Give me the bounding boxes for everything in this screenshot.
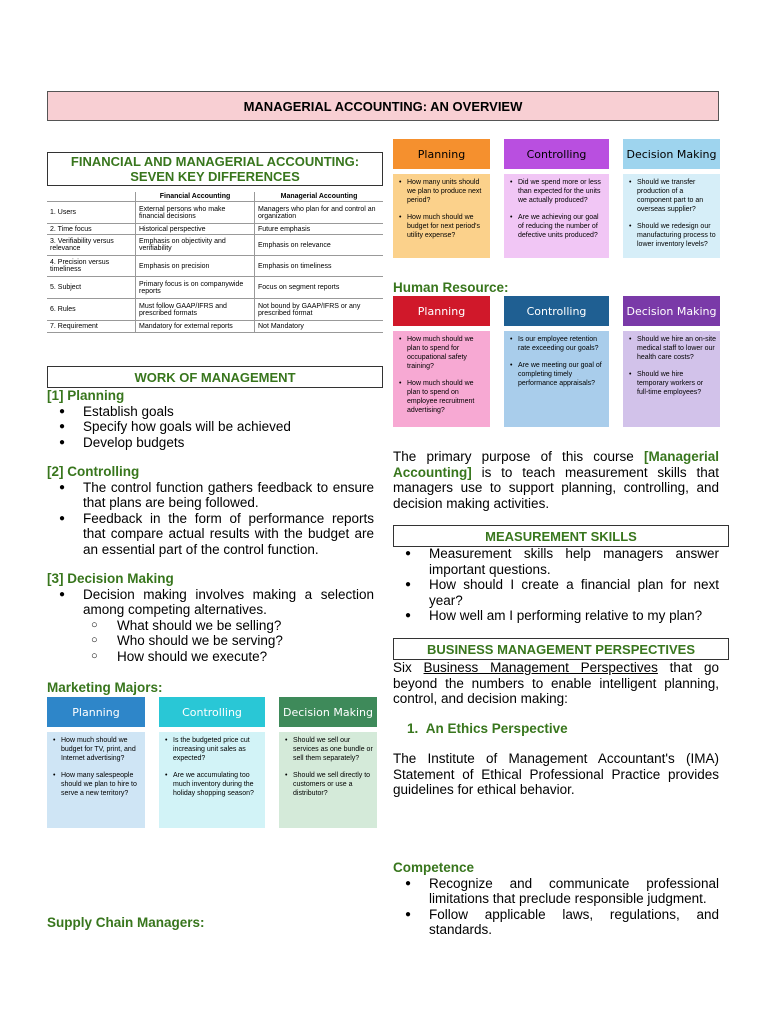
- row-managerial: Focus on segment reports: [255, 277, 384, 299]
- bmp-post: that go beyond the numbers to enable intelligent planning, control, and decision making:: [393, 660, 719, 706]
- list-item: ○ Who should we be serving?: [47, 633, 374, 649]
- hr-header-planning: Planning: [393, 296, 490, 326]
- table-row: [47, 321, 383, 333]
- row-managerial: Not bound by GAAP/IFRS or any prescribed format: [255, 299, 384, 321]
- row-managerial: Emphasis on timeliness: [255, 256, 384, 277]
- row-financial: Historical perspective: [136, 224, 255, 235]
- competence-section: [393, 860, 719, 938]
- list-item: ○ How should we execute?: [47, 649, 374, 665]
- planning-list: [47, 404, 374, 451]
- list-item: • Are we meeting our goal of completing timely performance appraisals?: [508, 361, 605, 388]
- supply-header-decision: Decision Making: [623, 139, 720, 169]
- list-item: • Should we transfer production of a component part to an overseas supplier?: [627, 178, 716, 214]
- hr-col-planning: [393, 296, 490, 427]
- row-managerial: Not Mandatory: [255, 321, 384, 333]
- table-header-financial: Financial Accounting: [136, 192, 255, 202]
- marketing-box-decision: [279, 732, 377, 828]
- row-financial: Emphasis on objectivity and verifiability: [136, 235, 255, 256]
- supply-grid: [393, 139, 720, 258]
- bmp-pre: Six: [393, 660, 424, 675]
- hr-header-decision: Decision Making: [623, 296, 720, 326]
- list-item: • Should we hire an on-site medical staff to lower our health care costs?: [627, 335, 716, 362]
- row-label: 2. Time focus: [47, 224, 136, 235]
- measurement-section: [393, 546, 719, 624]
- supply-header-controlling: Controlling: [504, 139, 609, 169]
- list-item: • How much should we plan to spend on employee recruitment advertising?: [397, 379, 486, 415]
- list-item: • How much should we budget for TV, print, and Internet advertising?: [51, 736, 141, 763]
- marketing-grid: [47, 697, 377, 828]
- hr-box-decision: [623, 331, 720, 427]
- controlling-list: [47, 480, 374, 558]
- marketing-header-controlling: Controlling: [159, 697, 265, 727]
- purpose-pre: The primary purpose of this course: [393, 449, 644, 464]
- planning-title: [1] Planning: [47, 388, 125, 403]
- fm-heading-line1: FINANCIAL AND MANAGERIAL ACCOUNTING:: [70, 154, 360, 169]
- competence-list: [393, 876, 719, 938]
- bmp-intro: [393, 660, 719, 707]
- row-financial: Must follow GAAP/IFRS and prescribed formats: [136, 299, 255, 321]
- row-financial: Emphasis on precision: [136, 256, 255, 277]
- bmp-link[interactable]: Business Management Perspectives: [423, 660, 658, 675]
- table-row: [47, 277, 383, 299]
- list-item: • Did we spend more or less than expected for the units we actually produced?: [508, 178, 605, 205]
- fm-heading: [47, 152, 383, 186]
- list-item: ● Specify how goals will be achieved: [47, 419, 374, 435]
- hr-label: Human Resource:: [393, 280, 509, 295]
- list-item: • Should we sell our services as one bundle or sell them separately?: [283, 736, 373, 763]
- list-item: • Are we accumulating too much inventory during the holiday shopping season?: [163, 771, 261, 798]
- marketing-header-planning: Planning: [47, 697, 145, 727]
- table-row: [47, 202, 383, 224]
- row-label: 3. Verifiability versus relevance: [47, 235, 136, 256]
- hr-col-decision: [623, 296, 720, 427]
- supply-box-controlling: [504, 174, 609, 258]
- list-item: • Should we hire temporary workers or full-time employees?: [627, 370, 716, 397]
- marketing-col-controlling: [159, 697, 265, 828]
- differences-table: [47, 192, 383, 333]
- list-item: ● Establish goals: [47, 404, 374, 420]
- list-item: ● Decision making involves making a selection among competing alternatives.: [47, 587, 374, 618]
- list-item: ● The control function gathers feedback to ensure that plans are being followed.: [47, 480, 374, 511]
- hr-box-planning: [393, 331, 490, 427]
- row-financial: Mandatory for external reports: [136, 321, 255, 333]
- decision-title: [3] Decision Making: [47, 571, 174, 586]
- row-managerial: Emphasis on relevance: [255, 235, 384, 256]
- list-item: ○ What should we be selling?: [47, 618, 374, 634]
- table-header-blank: [47, 192, 136, 202]
- marketing-col-planning: [47, 697, 145, 828]
- marketing-label: Marketing Majors:: [47, 680, 163, 695]
- row-label: 7. Requirement: [47, 321, 136, 333]
- list-item: ● Recognize and communicate professional limitations that preclude responsible judgment.: [393, 876, 719, 907]
- purpose-paragraph: [393, 449, 719, 511]
- ima-paragraph: The Institute of Management Accountant's (IMA) Statement of Ethical Professional Practice provides guidelines for ethical behavior.: [393, 751, 719, 797]
- list-item: • Should we redesign our manufacturing process to lower inventory levels?: [627, 222, 716, 249]
- supply-box-planning: [393, 174, 490, 258]
- hr-header-controlling: Controlling: [504, 296, 609, 326]
- list-item: • Should we sell directly to customers or use a distributor?: [283, 771, 373, 798]
- hr-grid: [393, 296, 720, 427]
- supply-box-decision: [623, 174, 720, 258]
- supply-col-decision: [623, 139, 720, 258]
- table-row: [47, 256, 383, 277]
- hr-col-controlling: [504, 296, 609, 427]
- list-item: ● Feedback in the form of performance reports that compare actual results with the budget are an essential part of the control function.: [47, 511, 374, 558]
- measurement-heading: MEASUREMENT SKILLS: [393, 525, 729, 547]
- bmp-section: [393, 660, 719, 798]
- purpose-post: is to teach measurement skills that managers use to support planning, controlling, and decision making activities.: [393, 464, 719, 511]
- marketing-header-decision: Decision Making: [279, 697, 377, 727]
- list-item: ● How should I create a financial plan for next year?: [393, 577, 719, 608]
- fm-heading-line2: SEVEN KEY DIFFERENCES: [130, 169, 300, 184]
- row-managerial: Managers who plan for and control an organization: [255, 202, 384, 224]
- decision-sub-list: [47, 618, 374, 665]
- supply-col-controlling: [504, 139, 609, 258]
- row-managerial: Future emphasis: [255, 224, 384, 235]
- supply-label: Supply Chain Managers:: [47, 915, 205, 930]
- list-item: • How much should we budget for next period's utility expense?: [397, 213, 486, 240]
- work-of-management: [47, 388, 374, 664]
- marketing-col-decision: [279, 697, 377, 828]
- table-row: [47, 299, 383, 321]
- purpose-highlight: [Managerial Accounting]: [393, 449, 719, 480]
- table-row: [47, 235, 383, 256]
- marketing-box-planning: [47, 732, 145, 828]
- supply-col-planning: [393, 139, 490, 258]
- supply-header-planning: Planning: [393, 139, 490, 169]
- ethics-number: 1.: [407, 720, 419, 736]
- table-header-managerial: Managerial Accounting: [255, 192, 384, 202]
- ethics-title: An Ethics Perspective: [425, 720, 568, 736]
- list-item: ● Develop budgets: [47, 435, 374, 451]
- row-label: 5. Subject: [47, 277, 136, 299]
- list-item: • How many units should we plan to produce next period?: [397, 178, 486, 205]
- competence-title: Competence: [393, 860, 475, 875]
- row-label: 6. Rules: [47, 299, 136, 321]
- hr-box-controlling: [504, 331, 609, 427]
- list-item: ● How well am I performing relative to my plan?: [393, 608, 719, 624]
- marketing-box-controlling: [159, 732, 265, 828]
- controlling-title: [2] Controlling: [47, 464, 140, 479]
- decision-list: [47, 587, 374, 618]
- row-financial: Primary focus is on companywide reports: [136, 277, 255, 299]
- list-item: • Is our employee retention rate exceeding our goals?: [508, 335, 605, 353]
- row-financial: External persons who make financial decisions: [136, 202, 255, 224]
- list-item: ● Measurement skills help managers answer important questions.: [393, 546, 719, 577]
- list-item: • Is the budgeted price cut increasing unit sales as expected?: [163, 736, 261, 763]
- list-item: • Are we achieving our goal of reducing the number of defective units produced?: [508, 213, 605, 240]
- work-heading: WORK OF MANAGEMENT: [47, 366, 383, 388]
- measurement-list: [393, 546, 719, 624]
- row-label: 1. Users: [47, 202, 136, 224]
- bmp-heading: BUSINESS MANAGEMENT PERSPECTIVES: [393, 638, 729, 660]
- table-header-row: [47, 192, 383, 202]
- list-item: • How much should we plan to spend for occupational safety training?: [397, 335, 486, 371]
- table-row: [47, 224, 383, 235]
- row-label: 4. Precision versus timeliness: [47, 256, 136, 277]
- list-item: ● Follow applicable laws, regulations, and standards.: [393, 907, 719, 938]
- ethics-heading: [393, 721, 719, 737]
- list-item: • How many salespeople should we plan to hire to serve a new territory?: [51, 771, 141, 798]
- page-title: MANAGERIAL ACCOUNTING: AN OVERVIEW: [47, 91, 719, 121]
